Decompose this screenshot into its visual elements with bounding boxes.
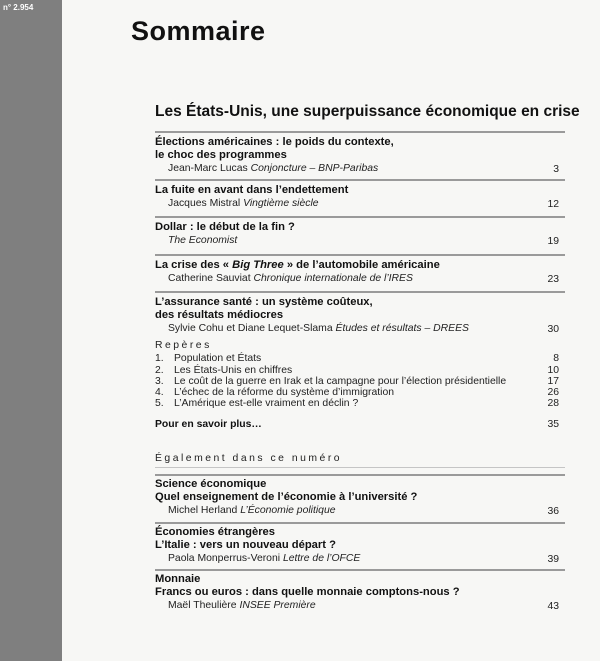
repere-item[interactable]: 1. Population et États 8: [155, 353, 559, 364]
reperes-heading: Repères: [155, 340, 212, 351]
article-byline: [168, 162, 559, 175]
article-title: La fuite en avant dans l’endettement: [155, 184, 349, 196]
repere-item[interactable]: 4. L’échec de la réforme du système d’immigration 26: [155, 387, 559, 398]
article-author: Paola Monperrus-Veroni: [168, 553, 281, 564]
issue-number: n° 2.954: [3, 3, 34, 12]
page-number: 19: [547, 236, 559, 247]
toc-entry[interactable]: [155, 136, 559, 175]
page-title: Sommaire: [131, 16, 266, 46]
article-source: The Economist: [168, 235, 238, 246]
section-rule: [155, 179, 565, 181]
article-title: Élections américaines : le poids du contexte, le choc des programmes: [155, 136, 394, 161]
article-author: Michel Herland: [168, 505, 238, 516]
article-title: L’assurance santé : un système coûteux, des résultats médiocres: [155, 296, 373, 321]
page-number: 43: [547, 601, 559, 612]
article-source: Conjoncture – BNP-Paribas: [250, 163, 379, 174]
article-author: Jean-Marc Lucas: [168, 163, 248, 174]
further-reading-link[interactable]: Pour en savoir plus… 35: [155, 419, 559, 430]
page-number: 39: [547, 554, 559, 565]
page-number: 12: [547, 199, 559, 210]
page-number: 30: [547, 324, 559, 335]
article-source: Vingtième siècle: [243, 198, 319, 209]
article-byline: [168, 322, 559, 335]
section-rule: [155, 254, 565, 256]
article-author: Jacques Mistral: [168, 198, 241, 209]
section-rule: [155, 569, 565, 571]
divider: [155, 467, 565, 468]
page-number: 3: [553, 164, 559, 175]
page-number: 36: [547, 506, 559, 517]
toc-entry[interactable]: [155, 221, 559, 247]
article-title-italic: Big Three: [232, 259, 284, 271]
page-number: 23: [547, 274, 559, 285]
article-title: Quel enseignement de l’économie à l’université ?: [155, 491, 418, 503]
section-label: Science économique: [155, 478, 267, 490]
section-rule: [155, 474, 565, 476]
article-byline: [168, 234, 559, 247]
article-source: Chronique internationale de l’IRES: [253, 273, 413, 284]
toc-entry[interactable]: [155, 478, 559, 517]
toc-entry[interactable]: [155, 526, 559, 565]
repere-item[interactable]: 3. Le coût de la guerre en Irak et la campagne pour l’élection présidentielle 17: [155, 376, 559, 387]
article-byline: [168, 599, 559, 612]
section-rule: [155, 216, 565, 218]
repere-item[interactable]: 5. L’Amérique est-elle vraiment en déclin ? 28: [155, 398, 559, 409]
article-source: Études et résultats – DREES: [335, 323, 469, 334]
toc-entry[interactable]: [155, 296, 559, 335]
article-author: Catherine Sauviat: [168, 273, 251, 284]
article-source: INSEE Première: [239, 600, 316, 611]
toc-entry[interactable]: [155, 573, 559, 612]
sidebar-band: [0, 0, 62, 661]
article-source: L’Économie politique: [240, 505, 336, 516]
article-title: La crise des « Big Three » de l’automobile américaine: [155, 259, 440, 271]
article-title: Dollar : le début de la fin ?: [155, 221, 295, 233]
page-number: 35: [547, 419, 559, 430]
also-in-issue-heading: Également dans ce numéro: [155, 453, 343, 464]
article-title: L’Italie : vers un nouveau départ ?: [155, 539, 336, 551]
section-rule: [155, 131, 565, 133]
article-author: Maël Theulière: [168, 600, 237, 611]
article-byline: [168, 272, 559, 285]
toc-entry[interactable]: [155, 259, 559, 285]
section-rule: [155, 522, 565, 524]
toc-entry[interactable]: [155, 184, 559, 210]
article-byline: [168, 552, 559, 565]
section-label: Monnaie: [155, 573, 201, 585]
dossier-heading: Les États-Unis, une superpuissance économique en crise: [155, 103, 580, 120]
article-byline: [168, 504, 559, 517]
article-title: Francs ou euros : dans quelle monnaie comptons-nous ?: [155, 586, 460, 598]
repere-item[interactable]: 2. Les États-Unis en chiffres 10: [155, 365, 559, 376]
article-author: Sylvie Cohu et Diane Lequet-Slama: [168, 323, 333, 334]
section-label: Économies étrangères: [155, 526, 276, 538]
article-byline: [168, 197, 559, 210]
section-rule: [155, 291, 565, 293]
article-source: Lettre de l’OFCE: [282, 553, 361, 564]
